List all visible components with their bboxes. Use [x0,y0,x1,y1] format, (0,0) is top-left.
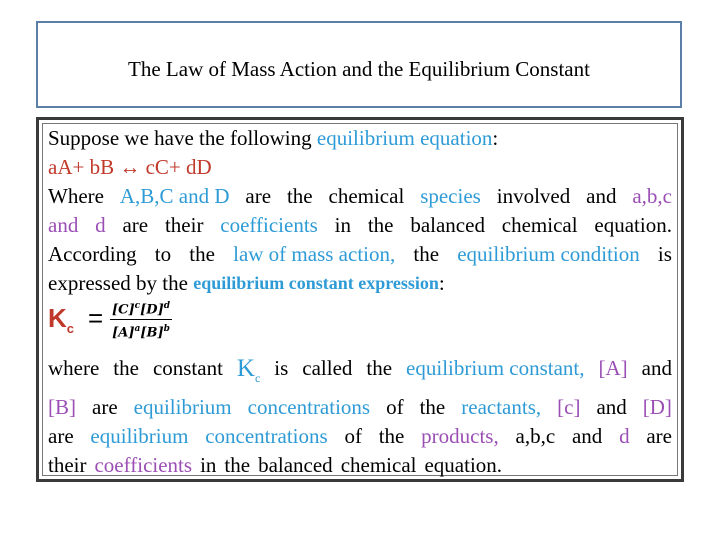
conc-d: [D] [140,302,164,318]
word: balanced [258,453,333,477]
word: in [200,453,217,477]
word: the [366,356,393,380]
line-4 [48,211,672,240]
word: According [48,242,137,266]
word: the [113,356,139,380]
line-6 [48,269,672,298]
word: and [48,213,79,237]
word: their [164,213,204,237]
word: is [657,242,672,266]
line-6-colon: : [438,271,445,295]
kc-symbol [48,304,74,343]
reaction-equation: aA+ bB ↔ cC+ dD [48,155,212,179]
word: involved [496,184,571,208]
word: the [286,184,313,208]
term-conc-c: [c] [557,395,581,419]
word: chemical [328,184,405,208]
term-equilibrium-condition: equilibrium condition [457,242,640,266]
term-coefficient-letters: a,b,c [632,184,672,208]
exp-a: a [134,324,141,335]
conc-c: [C] [112,302,135,318]
word: balanced [410,213,485,237]
term-equilibrium-constant: equilibrium constant, [406,356,585,380]
term-law-of-mass-action: law of mass action, [233,242,396,266]
line-6-text: expressed by the [48,271,188,295]
line-3 [48,182,672,211]
word: called [302,356,353,380]
word: the [413,242,440,266]
word: their [48,453,87,477]
word: are [92,395,118,419]
term-conc-b: [B] [48,395,76,419]
word: the [378,424,405,448]
word: is [274,356,289,380]
word: equation. [594,213,672,237]
word: and [596,395,627,419]
term-d: d [619,424,630,448]
exp-d: d [163,301,171,311]
line-5 [48,240,672,269]
term-concentrations: concentrations [205,424,328,448]
word: the [419,395,446,419]
kc-inline-subscript: c [254,371,261,385]
term-coefficients: coefficients [220,213,318,237]
word: the [189,242,215,266]
title-box [36,21,682,108]
word: are [122,213,149,237]
kc-fraction [110,298,172,342]
content-body [48,124,672,480]
word: are [48,424,74,448]
word: in [334,213,352,237]
term-equilibrium-equation: equilibrium equation [316,126,493,150]
word: a,b,c [515,424,556,448]
word: chemical [340,453,417,477]
word: the [367,213,394,237]
word: of [386,395,404,419]
line-11 [48,451,672,480]
term-conc-a: [A] [598,356,628,380]
term-coefficients: coefficients [94,453,193,477]
word: to [154,242,172,266]
word: are [245,184,272,208]
line-1-text: Suppose we have the following [48,126,312,150]
word: the [224,453,251,477]
term-equilibrium: equilibrium [90,424,189,448]
slide-title: The Law of Mass Action and the Equilibrium Constant [128,57,590,81]
fraction-denominator [110,320,172,341]
line-9 [48,393,672,422]
line-8 [48,354,672,393]
line-2 [48,153,672,182]
word: and [571,424,603,448]
word: and [586,184,617,208]
word: and [641,356,672,380]
exp-b: b [163,324,170,335]
fraction-numerator [110,298,172,319]
line-1 [48,124,672,153]
word: Where [48,184,104,208]
term-equilibrium-constant-expression: equilibrium constant expression [193,273,439,293]
word: equation. [424,453,503,477]
term-d: d [95,213,106,237]
conc-b: [B] [140,325,164,341]
kc-subscript: c [66,321,75,337]
term-species: species [420,184,481,208]
term-concentrations: concentrations [247,395,371,419]
term-equilibrium: equilibrium [133,395,232,419]
kc-inline [237,354,260,393]
line-1-colon: : [492,126,499,150]
word: chemical [501,213,578,237]
term-conc-d: [D] [642,395,672,419]
line-10 [48,422,672,451]
kc-letter: K [48,303,67,333]
term-reactants: reactants, [461,395,542,419]
kc-formula [48,298,672,354]
conc-a: [A] [112,325,135,341]
word: where [48,356,100,380]
word: constant [152,356,223,380]
content-box [36,117,684,482]
term-products: products, [421,424,499,448]
word: of [344,424,362,448]
word: are [646,424,672,448]
equals-sign: = [88,303,104,333]
kc-inline-letter: K [236,355,255,382]
term-species-letters: A,B,C and D [119,184,230,208]
exp-c: c [134,301,141,311]
